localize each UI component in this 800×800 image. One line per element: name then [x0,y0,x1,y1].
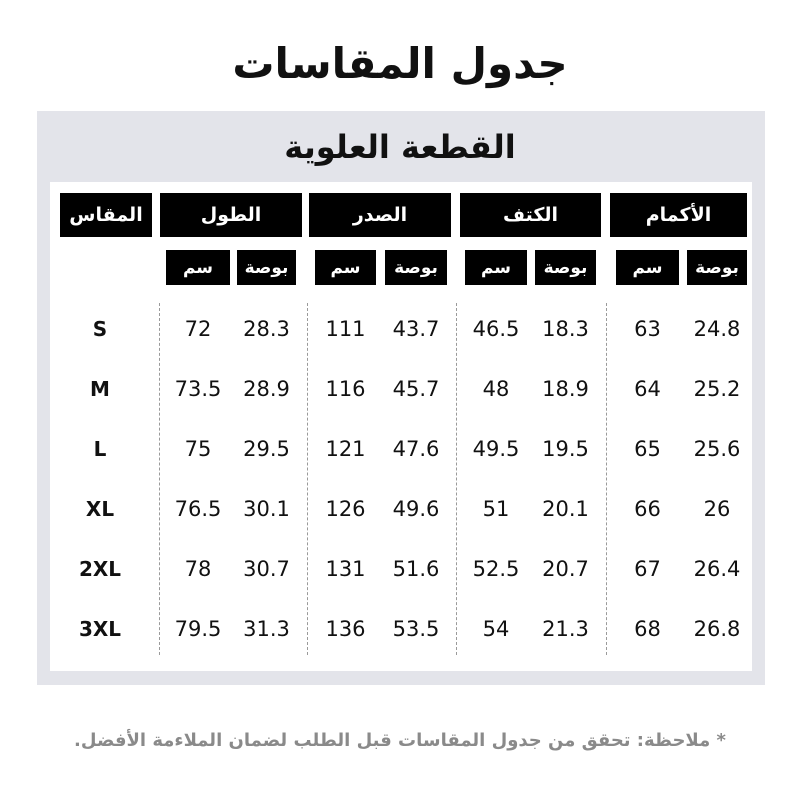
cell-chest-inch: 43.7 [392,317,440,341]
cell-sleeves-inch: 25.2 [693,377,741,401]
cell-sleeves-inch: 26.4 [693,557,741,581]
header-chest: الصدر [309,193,451,237]
cell-shoulder-inch: 20.7 [542,557,589,581]
cell-length-inch: 29.5 [243,437,290,461]
cell-shoulder-cm: 49.5 [472,437,520,461]
section-title: القطعة العلوية [284,128,516,166]
cell-chest-cm: 121 [325,437,366,461]
cell-sleeves-inch: 25.6 [693,437,741,461]
cell-chest-cm: 111 [325,317,366,341]
column-divider [159,303,160,655]
cell-sleeves-cm: 65 [634,437,661,461]
cell-shoulder-cm: 51 [482,497,510,521]
cell-shoulder-inch: 20.1 [542,497,589,521]
cell-chest-inch: 51.6 [392,557,440,581]
cell-size: 2XL [78,557,122,581]
cell-shoulder-inch: 21.3 [542,617,589,641]
column-divider [456,303,457,655]
subheader-chest-inch: بوصة [385,250,447,285]
cell-sleeves-inch: 24.8 [693,317,741,341]
header-shoulder: الكتف [460,193,601,237]
cell-length-inch: 31.3 [243,617,290,641]
cell-size: XL [85,497,115,521]
cell-chest-cm: 136 [325,617,366,641]
cell-sleeves-cm: 68 [634,617,661,641]
cell-length-cm: 76.5 [174,497,222,521]
subheader-shoulder-cm: سم [465,250,527,285]
cell-size: M [90,377,110,401]
cell-length-inch: 28.3 [243,317,290,341]
header-length: الطول [160,193,302,237]
cell-length-inch: 30.7 [243,557,290,581]
cell-sleeves-cm: 63 [634,317,661,341]
cell-size: L [93,437,107,461]
cell-chest-cm: 126 [325,497,366,521]
cell-length-cm: 75 [184,437,212,461]
header-sleeves: الأكمام [610,193,747,237]
cell-shoulder-cm: 46.5 [472,317,520,341]
cell-size: S [92,317,108,341]
subheader-length-inch: بوصة [237,250,296,285]
subheader-sleeves-inch: بوصة [687,250,747,285]
cell-shoulder-inch: 18.3 [542,317,589,341]
header-size: المقاس [60,193,152,237]
cell-shoulder-cm: 48 [482,377,510,401]
subheader-length-cm: سم [166,250,230,285]
cell-length-inch: 30.1 [243,497,290,521]
cell-shoulder-inch: 19.5 [542,437,589,461]
footer-note: * ملاحظة: تحقق من جدول المقاسات قبل الطلب لضمان الملاءمة الأفضل. [74,730,726,751]
cell-chest-cm: 116 [325,377,366,401]
cell-chest-inch: 45.7 [392,377,440,401]
cell-length-cm: 72 [184,317,212,341]
cell-shoulder-cm: 52.5 [472,557,520,581]
cell-chest-inch: 53.5 [392,617,440,641]
cell-chest-inch: 47.6 [392,437,440,461]
cell-sleeves-cm: 64 [634,377,661,401]
subheader-sleeves-cm: سم [616,250,679,285]
cell-chest-cm: 131 [325,557,366,581]
cell-length-cm: 73.5 [174,377,222,401]
cell-shoulder-cm: 54 [482,617,510,641]
cell-sleeves-cm: 67 [634,557,661,581]
cell-size: 3XL [78,617,122,641]
subheader-shoulder-inch: بوصة [535,250,596,285]
cell-length-inch: 28.9 [243,377,290,401]
subheader-chest-cm: سم [315,250,376,285]
cell-shoulder-inch: 18.9 [542,377,589,401]
page-title: جدول المقاسات [232,39,568,88]
cell-sleeves-inch: 26.8 [693,617,741,641]
cell-chest-inch: 49.6 [392,497,440,521]
cell-length-cm: 78 [184,557,212,581]
cell-length-cm: 79.5 [174,617,222,641]
cell-sleeves-cm: 66 [634,497,661,521]
cell-sleeves-inch: 26 [703,497,731,521]
column-divider [307,303,308,655]
column-divider [606,303,607,655]
